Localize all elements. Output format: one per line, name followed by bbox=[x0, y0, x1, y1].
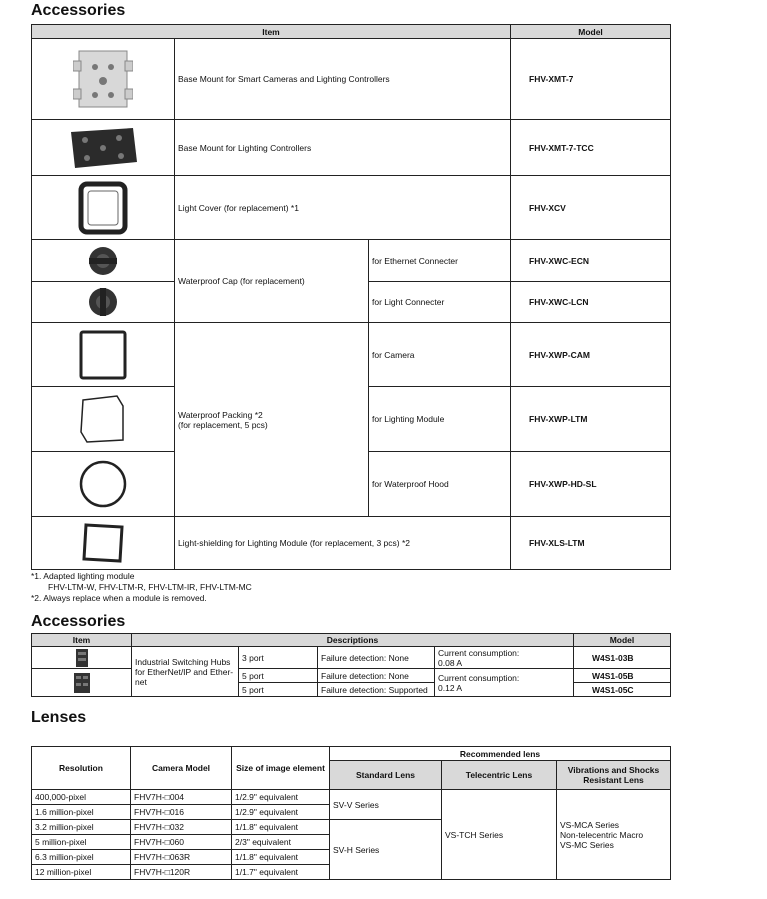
item-label: Light Cover (for replacement) *1 bbox=[175, 176, 511, 240]
hood-packing-image bbox=[32, 452, 175, 517]
model-value: FHV-XMT-7 bbox=[511, 39, 671, 120]
failure-detection: Failure detection: None bbox=[318, 669, 435, 683]
current-value: 0.08 A bbox=[438, 657, 463, 668]
failure-detection: Failure detection: Supported bbox=[318, 683, 435, 697]
item-sub-label: for Lighting Module bbox=[369, 387, 511, 452]
table-row bbox=[32, 240, 671, 282]
size-value: 1/1.7" equivalent bbox=[232, 865, 330, 880]
header-standard-lens: Standard Lens bbox=[330, 761, 442, 790]
current-value: 0.12 A bbox=[438, 682, 463, 693]
vibrations-lens-1: VS-MCA Series bbox=[560, 819, 620, 830]
resolution-value: 400,000-pixel bbox=[32, 790, 131, 805]
camera-model-value: FHV7H-□016 bbox=[131, 805, 232, 820]
item-label: Waterproof Cap (for replacement) bbox=[175, 240, 369, 323]
model-value: W4S1-05C bbox=[574, 683, 671, 697]
light-cap-image bbox=[32, 282, 175, 323]
size-value: 1/1.8" equivalent bbox=[232, 850, 330, 865]
size-value: 1/2.9" equivalent bbox=[232, 790, 330, 805]
lighting-packing-image bbox=[32, 387, 175, 452]
current-label: Current consumption: bbox=[438, 672, 520, 683]
table-row bbox=[32, 647, 671, 669]
item-sub-label: for Waterproof Hood bbox=[369, 452, 511, 517]
hub-5port-image bbox=[32, 669, 132, 697]
table-row bbox=[32, 517, 671, 570]
resolution-value: 5 million-pixel bbox=[32, 835, 131, 850]
lenses-table bbox=[31, 746, 671, 880]
item-label: Base Mount for Smart Cameras and Lighting Controllers bbox=[175, 39, 511, 120]
table-row bbox=[32, 323, 671, 387]
telecentric-lens-value: VS-TCH Series bbox=[442, 790, 557, 880]
header-vibrations-lens bbox=[557, 761, 671, 790]
section-title-lenses: Lenses bbox=[31, 709, 87, 726]
header-size: Size of image element bbox=[232, 747, 330, 790]
failure-detection: Failure detection: None bbox=[318, 647, 435, 669]
resolution-value: 12 million-pixel bbox=[32, 865, 131, 880]
item-sub-label: for Light Connecter bbox=[369, 282, 511, 323]
header-model: Model bbox=[511, 25, 671, 39]
size-value: 1/2.9" equivalent bbox=[232, 805, 330, 820]
size-value: 2/3" equivalent bbox=[232, 835, 330, 850]
header-vibrations-line2: Resistant Lens bbox=[583, 775, 644, 785]
section-title-accessories-2: Accessories bbox=[31, 613, 126, 630]
header-model: Model bbox=[574, 634, 671, 647]
header-camera-model: Camera Model bbox=[131, 747, 232, 790]
current-consumption bbox=[435, 647, 574, 669]
standard-lens-value: SV-V Series bbox=[330, 790, 442, 820]
switching-hub-table bbox=[31, 633, 671, 697]
model-value: FHV-XWP-CAM bbox=[511, 323, 671, 387]
model-value: W4S1-05B bbox=[574, 669, 671, 683]
camera-model-value: FHV7H-□063R bbox=[131, 850, 232, 865]
header-vibrations-line1: Vibrations and Shocks bbox=[567, 765, 660, 775]
camera-model-value: FHV7H-□032 bbox=[131, 820, 232, 835]
item-sub-label: for Ethernet Connecter bbox=[369, 240, 511, 282]
model-value: W4S1-03B bbox=[574, 647, 671, 669]
header-recommended-lens: Recommended lens bbox=[330, 747, 671, 761]
accessories-table bbox=[31, 24, 671, 570]
resolution-value: 1.6 million-pixel bbox=[32, 805, 131, 820]
standard-lens-value: SV-H Series bbox=[330, 820, 442, 880]
waterproof-packing-label bbox=[175, 323, 369, 517]
model-value: FHV-XMT-7-TCC bbox=[511, 120, 671, 176]
light-cover-image bbox=[32, 176, 175, 240]
current-label: Current consumption: bbox=[438, 647, 520, 658]
resolution-value: 6.3 million-pixel bbox=[32, 850, 131, 865]
table-row bbox=[32, 176, 671, 240]
header-resolution: Resolution bbox=[32, 747, 131, 790]
model-value: FHV-XCV bbox=[511, 176, 671, 240]
model-value: FHV-XLS-LTM bbox=[511, 517, 671, 570]
lighting-mount-image bbox=[32, 120, 175, 176]
model-value: FHV-XWC-LCN bbox=[511, 282, 671, 323]
item-label: Waterproof Packing *2 bbox=[178, 409, 263, 420]
hub-description: Industrial Switching Hubs for EtherNet/IP and Ether-net bbox=[132, 647, 239, 697]
footnote-1-detail: FHV-LTM-W, FHV-LTM-R, FHV-LTM-IR, FHV-LTM-MC bbox=[48, 582, 252, 592]
hub-3port-image bbox=[32, 647, 132, 669]
model-value: FHV-XWP-LTM bbox=[511, 387, 671, 452]
item-label: Base Mount for Lighting Controllers bbox=[175, 120, 511, 176]
footnote-2: *2. Always replace when a module is removed. bbox=[31, 593, 207, 603]
port-count: 5 port bbox=[239, 683, 318, 697]
header-telecentric-lens: Telecentric Lens bbox=[442, 761, 557, 790]
camera-packing-image bbox=[32, 323, 175, 387]
camera-model-value: FHV7H-□120R bbox=[131, 865, 232, 880]
header-item: Item bbox=[32, 25, 511, 39]
footnote-1: *1. Adapted lighting module bbox=[31, 571, 135, 581]
footnotes bbox=[31, 571, 252, 604]
item-label: Light-shielding for Lighting Module (for replacement, 3 pcs) *2 bbox=[175, 517, 511, 570]
camera-model-value: FHV7H-□004 bbox=[131, 790, 232, 805]
camera-model-value: FHV7H-□060 bbox=[131, 835, 232, 850]
item-sub-label: for Camera bbox=[369, 323, 511, 387]
port-count: 5 port bbox=[239, 669, 318, 683]
item-label-2: (for replacement, 5 pcs) bbox=[178, 419, 268, 430]
vibrations-lens-2: Non-telecentric Macro bbox=[560, 829, 644, 840]
vibrations-lens-value bbox=[557, 790, 671, 880]
current-consumption bbox=[435, 669, 574, 697]
light-shielding-image bbox=[32, 517, 175, 570]
section-title-accessories: Accessories bbox=[31, 2, 126, 19]
ethernet-cap-image bbox=[32, 240, 175, 282]
table-row bbox=[32, 669, 671, 683]
table-row bbox=[32, 120, 671, 176]
model-value: FHV-XWP-HD-SL bbox=[511, 452, 671, 517]
base-mount-image bbox=[32, 39, 175, 120]
size-value: 1/1.8" equivalent bbox=[232, 820, 330, 835]
vibrations-lens-3: VS-MC Series bbox=[560, 839, 614, 850]
resolution-value: 3.2 million-pixel bbox=[32, 820, 131, 835]
table-row bbox=[32, 790, 671, 805]
model-value: FHV-XWC-ECN bbox=[511, 240, 671, 282]
port-count: 3 port bbox=[239, 647, 318, 669]
header-item: Item bbox=[32, 634, 132, 647]
header-descriptions: Descriptions bbox=[132, 634, 574, 647]
table-row bbox=[32, 39, 671, 120]
